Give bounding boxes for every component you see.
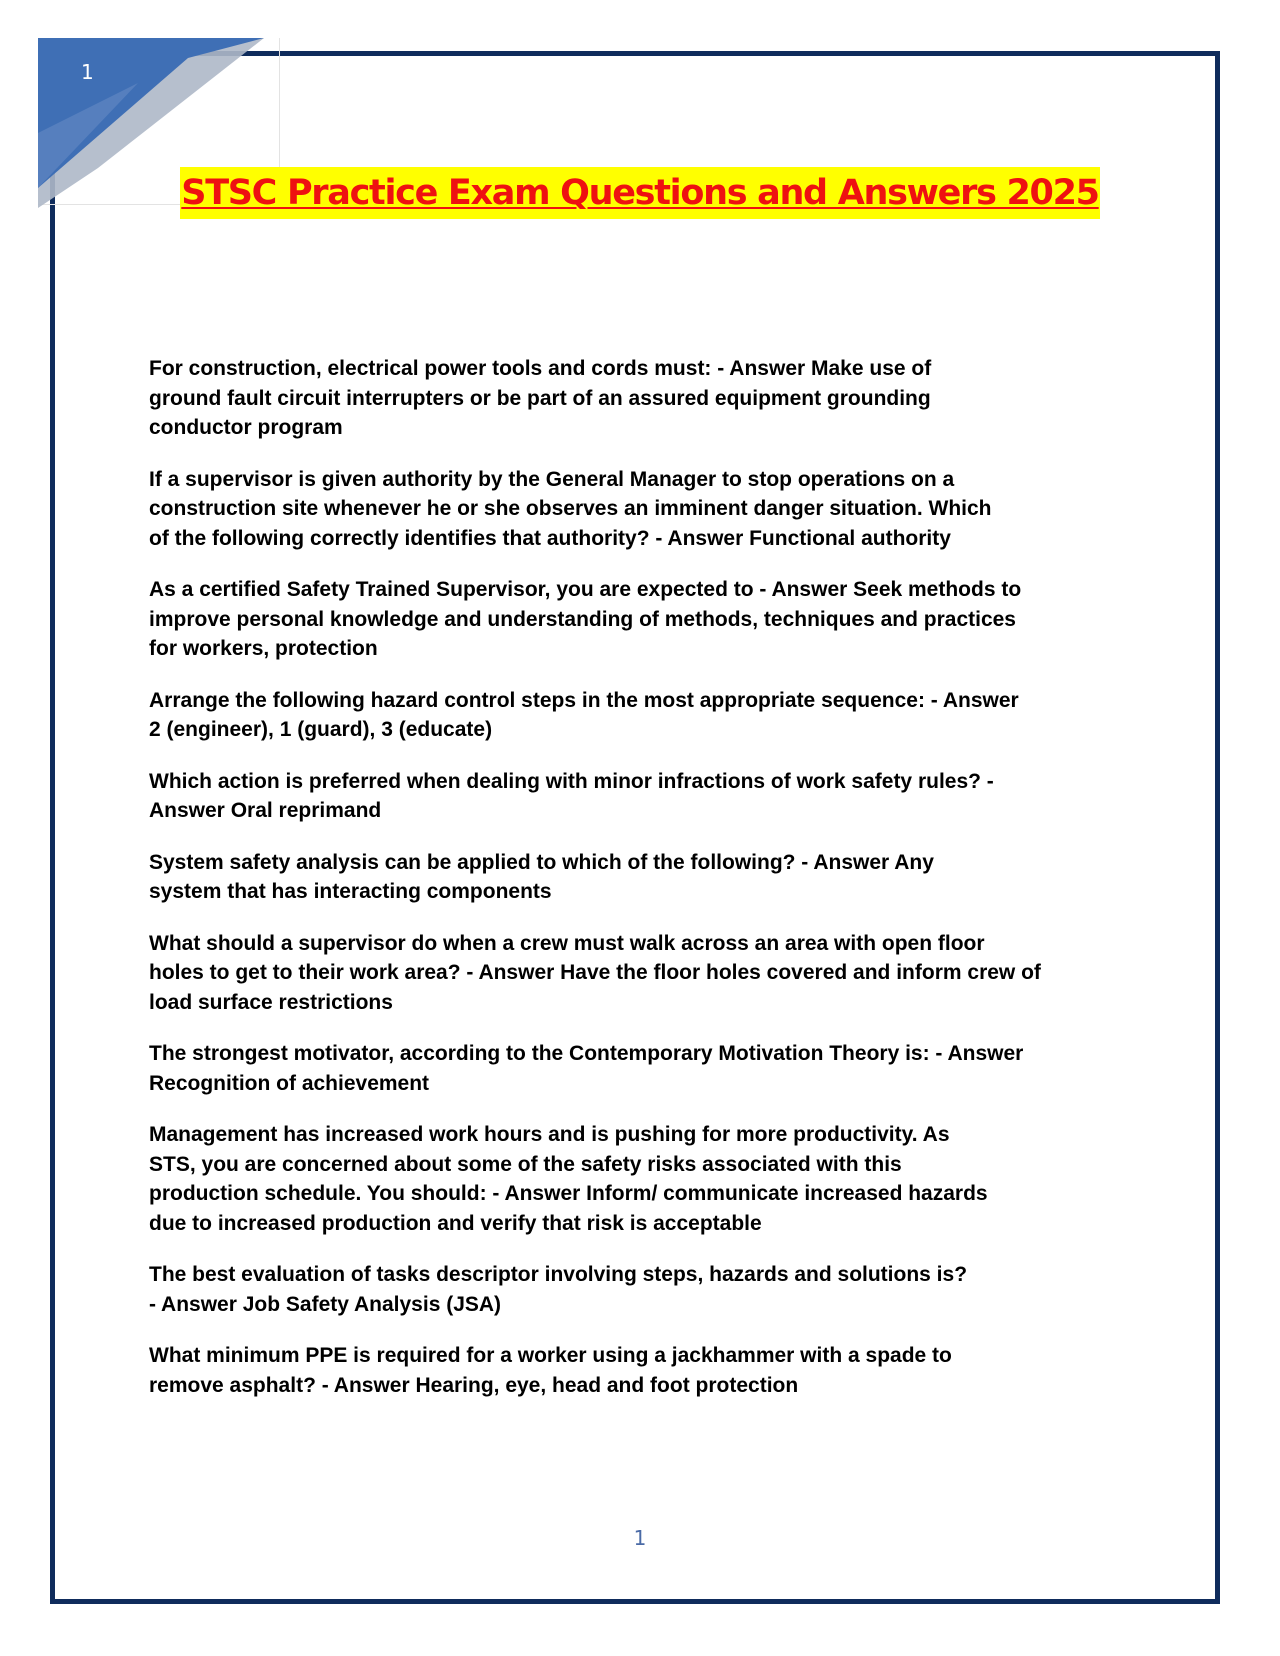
qa-line: load surface restrictions	[149, 990, 393, 1014]
qa-line: The strongest motivator, according to the Contemporary Motivation Theory is: - Answer	[149, 1042, 1024, 1065]
qa-item	[149, 686, 1139, 745]
qa-line: for workers, protection	[149, 637, 378, 660]
qa-line: What should a supervisor do when a crew must walk across an area with open floor	[149, 931, 985, 955]
footer-page-number: 1	[633, 1526, 647, 1550]
qa-item	[149, 575, 1139, 664]
qa-line: of the following correctly identifies that authority? - Answer Functional authority	[149, 526, 951, 550]
title-container	[0, 167, 1280, 219]
qa-line: Recognition of achievement	[149, 1071, 430, 1095]
qa-line: due to increased production and verify that risk is acceptable	[149, 1211, 762, 1235]
qa-item	[149, 848, 1139, 907]
qa-line: Arrange the following hazard control steps in the most appropriate sequence: - Answer	[149, 688, 1019, 712]
document-title: STSC Practice Exam Questions and Answers 2025	[180, 167, 1099, 219]
qa-line: conductor program	[149, 416, 343, 439]
qa-line: STS, you are concerned about some of the safety risks associated with this	[149, 1152, 902, 1176]
qa-line: production schedule. You should: - Answer Inform/ communicate increased hazards	[149, 1182, 988, 1205]
qa-line: For construction, electrical power tools and cords must: - Answer Make use of	[149, 357, 932, 380]
qa-line: What minimum PPE is required for a worker using a jackhammer with a spade to	[149, 1344, 952, 1367]
qa-line: system that has interacting components	[149, 880, 552, 903]
qa-line: - Answer Job Safety Analysis (JSA)	[149, 1292, 502, 1316]
qa-line: construction site whenever he or she observes an imminent danger situation. Which	[149, 497, 992, 520]
qa-line: Answer Oral reprimand	[149, 799, 382, 822]
qa-line: System safety analysis can be applied to which of the following? - Answer Any	[149, 850, 934, 874]
qa-line: remove asphalt? - Answer Hearing, eye, head and foot protection	[149, 1373, 799, 1397]
qa-line: If a supervisor is given authority by the General Manager to stop operations on a	[149, 467, 955, 491]
qa-item	[149, 354, 1139, 443]
qa-item	[149, 1260, 1139, 1319]
qa-item	[149, 1341, 1139, 1400]
qa-item	[149, 767, 1139, 826]
qa-item	[149, 929, 1139, 1018]
question-answer-list	[149, 354, 1139, 1422]
qa-line: ground fault circuit interrupters or be part of an assured equipment grounding	[149, 386, 931, 410]
qa-item	[149, 1039, 1139, 1098]
qa-line: improve personal knowledge and understanding of methods, techniques and practices	[149, 607, 1016, 631]
qa-line: Management has increased work hours and is pushing for more productivity. As	[149, 1123, 950, 1146]
qa-line: As a certified Safety Trained Supervisor, you are expected to - Answer Seek methods to	[149, 578, 1022, 601]
qa-line: Which action is preferred when dealing with minor infractions of work safety rules? -	[149, 769, 994, 793]
qa-line: 2 (engineer), 1 (guard), 3 (educate)	[149, 718, 493, 741]
corner-page-number: 1	[81, 60, 94, 84]
qa-line: The best evaluation of tasks descriptor involving steps, hazards and solutions is?	[149, 1263, 968, 1286]
qa-item	[149, 1120, 1139, 1238]
qa-item	[149, 465, 1139, 554]
qa-line: holes to get to their work area? - Answer Have the floor holes covered and inform crew of	[149, 961, 1041, 984]
